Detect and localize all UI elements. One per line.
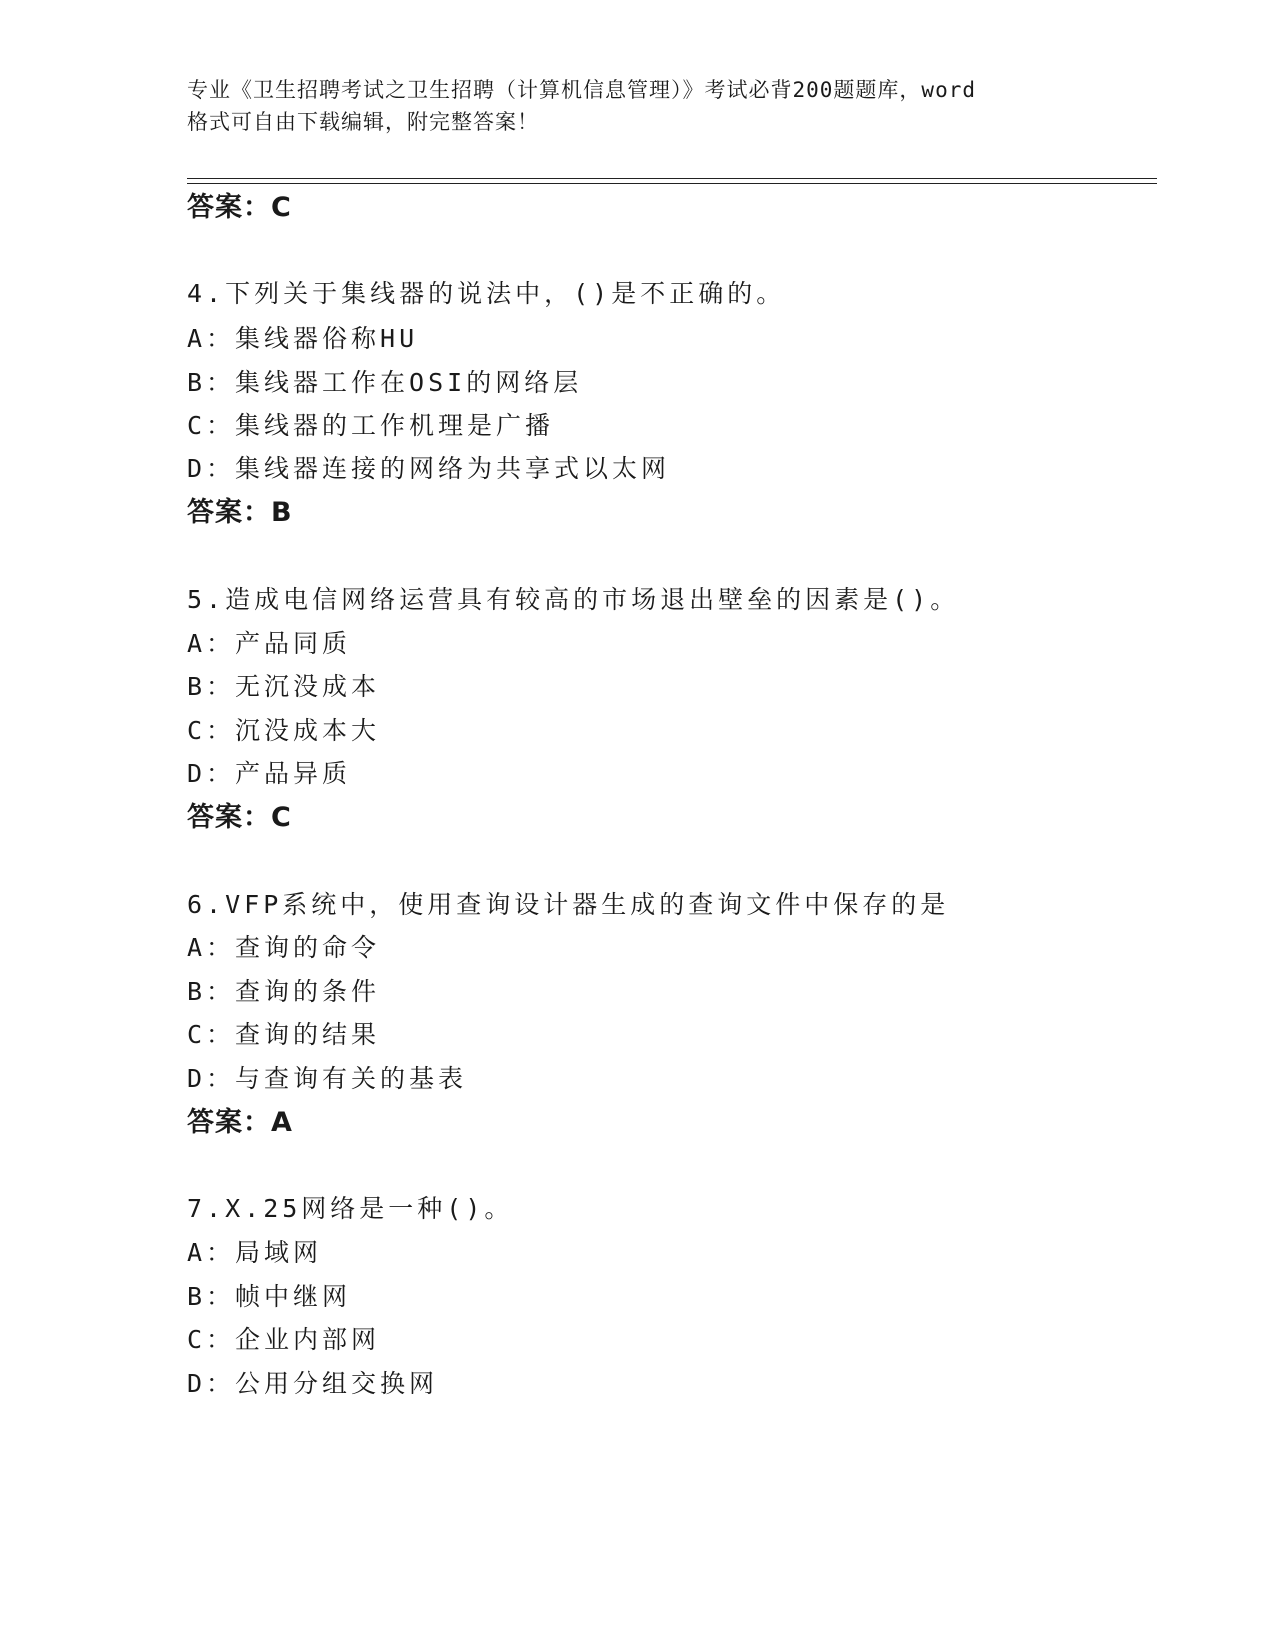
header-divider-bottom [187, 183, 1157, 184]
question-6-stem: 6.VFP系统中，使用查询设计器生成的查询文件中保存的是 [187, 890, 950, 919]
header-divider-top [187, 178, 1157, 179]
question-5-answer: 答案：C [187, 802, 292, 833]
question-5-option-c: C：沉没成本大 [187, 716, 381, 745]
question-4-option-d: D：集线器连接的网络为共享式以太网 [187, 454, 671, 483]
question-7-option-b: B：帧中继网 [187, 1282, 352, 1311]
question-6-option-a: A：查询的命令 [187, 933, 381, 962]
answer-prev: 答案：C [187, 192, 292, 223]
question-5-option-a: A：产品同质 [187, 629, 352, 658]
question-6-option-b: B：查询的条件 [187, 977, 381, 1006]
question-4-option-c: C：集线器的工作机理是广播 [187, 411, 555, 440]
question-5-option-b: B：无沉没成本 [187, 672, 381, 701]
header-line-1: 专业《卫生招聘考试之卫生招聘（计算机信息管理）》考试必背200题题库，word [187, 78, 976, 102]
question-6-option-c: C：查询的结果 [187, 1020, 381, 1049]
question-4-stem: 4.下列关于集线器的说法中，()是不正确的。 [187, 279, 786, 308]
document-header [187, 74, 1087, 138]
question-5-stem: 5.造成电信网络运营具有较高的市场退出壁垒的因素是()。 [187, 585, 960, 614]
question-7-option-c: C：企业内部网 [187, 1325, 381, 1354]
question-7-stem: 7.X.25网络是一种()。 [187, 1194, 514, 1223]
question-5-option-d: D：产品异质 [187, 759, 352, 788]
question-6-answer: 答案：A [187, 1107, 293, 1138]
question-6-option-d: D：与查询有关的基表 [187, 1064, 468, 1093]
question-4-option-b: B：集线器工作在OSI的网络层 [187, 368, 583, 397]
question-7-option-d: D：公用分组交换网 [187, 1369, 439, 1398]
header-line-2: 格式可自由下载编辑，附完整答案！ [187, 110, 539, 134]
question-4-answer: 答案：B [187, 497, 293, 528]
question-7-option-a: A：局域网 [187, 1238, 323, 1267]
question-4-option-a: A：集线器俗称HU [187, 324, 419, 353]
